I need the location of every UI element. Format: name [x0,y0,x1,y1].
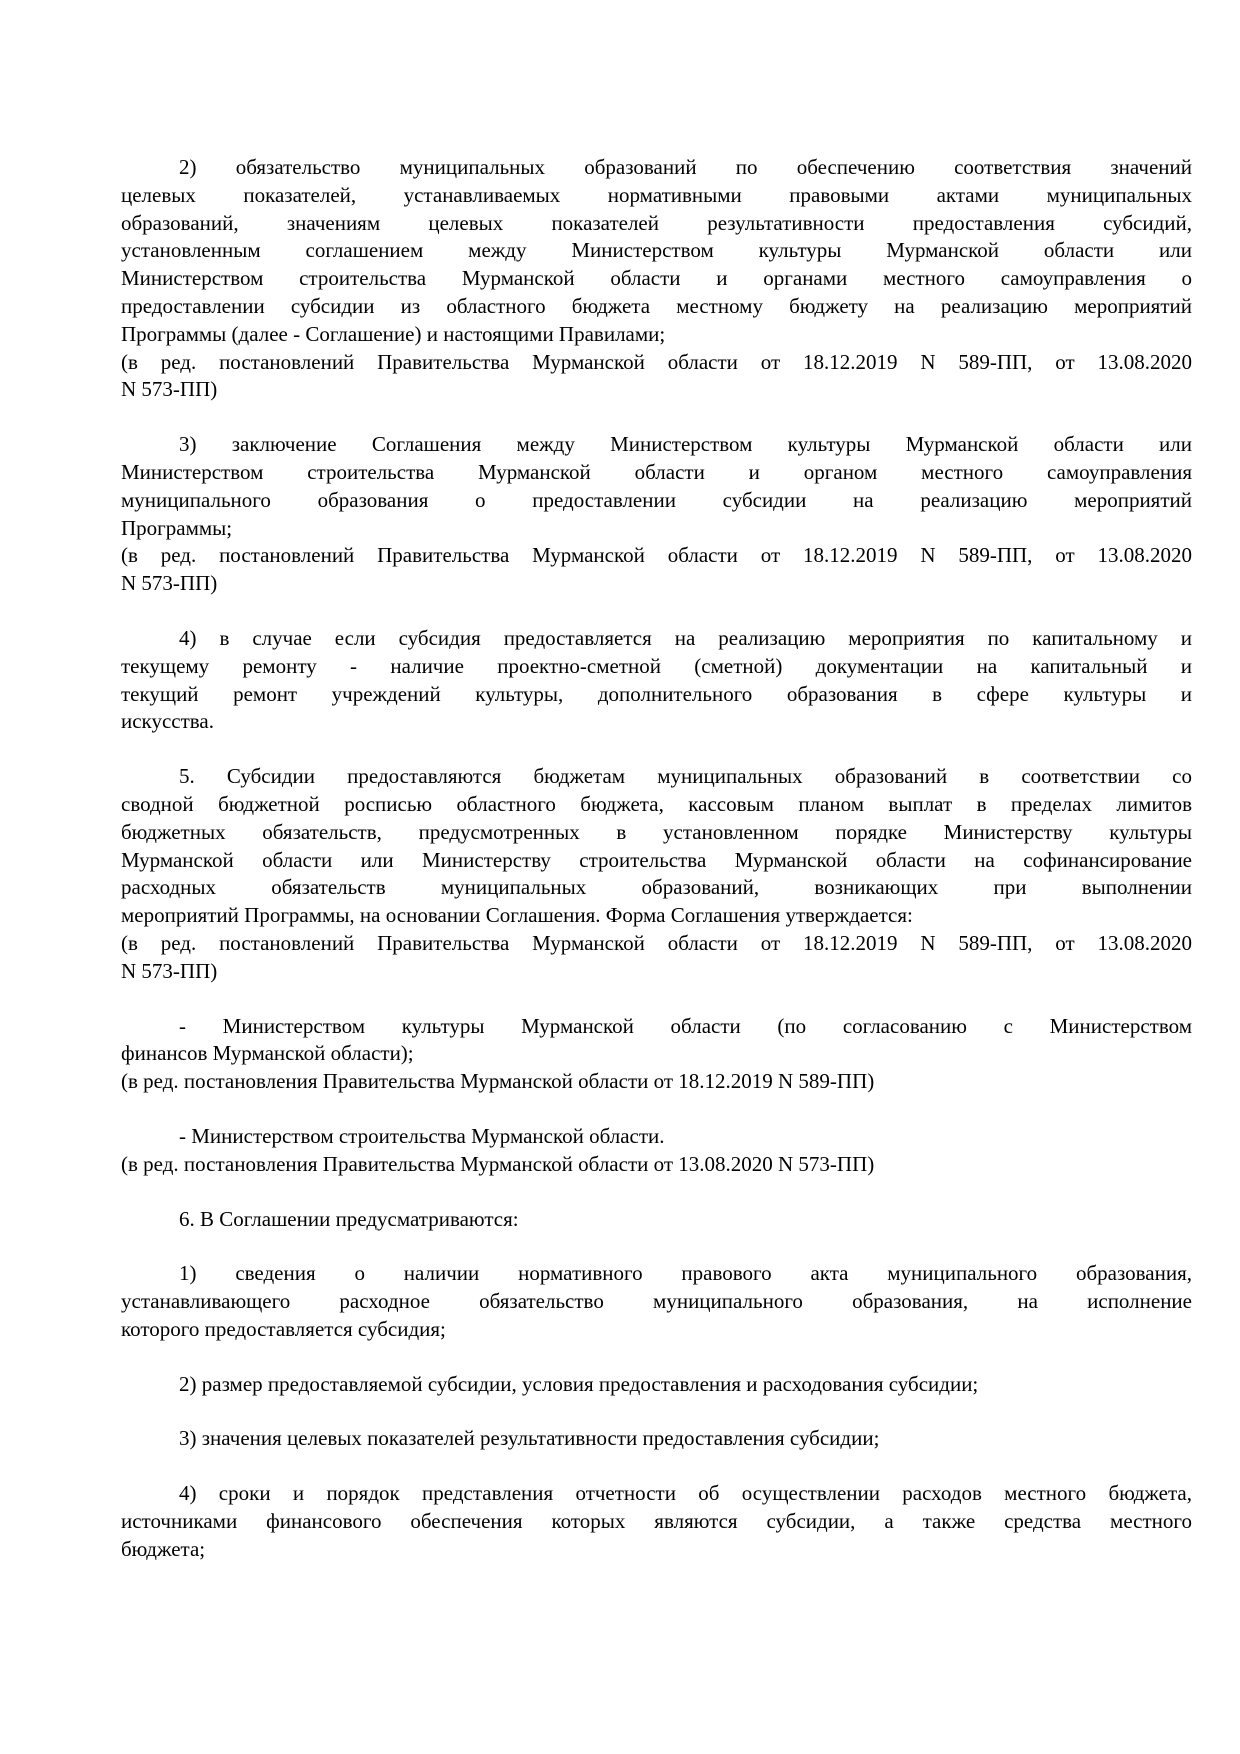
text-line: 4) сроки и порядок представления отчетности об осуществлении расходов местного бюджета, [179,1481,1192,1506]
section [121,1371,1192,1399]
text-line: финансов Мурманской области); [121,1041,414,1066]
text-line: бюджета; [121,1536,206,1561]
paragraph [121,1480,1192,1563]
paragraph [121,1206,1192,1234]
text-line: (в ред. постановлений Правительства Мурманской области от 18.12.2019 N 589-ПП, от 13.08.2020 [121,543,1192,568]
text-line: (в ред. постановлений Правительства Мурманской области от 18.12.2019 N 589-ПП, от 13.08.2020 [121,930,1192,955]
text-line: 3) заключение Соглашения между Министерством культуры Мурманской области или [179,432,1192,457]
section [121,431,1192,598]
section [121,1425,1192,1453]
text-line: N 573-ПП) [121,377,218,402]
amendment-note [121,1151,1192,1179]
document-page [121,154,1192,1591]
text-line: 1) сведения о наличии нормативного правового акта муниципального образования, [179,1261,1192,1286]
text-line: образований, значениям целевых показателей результативности предоставления субсидий, [121,210,1192,235]
amendment-note [121,1068,1192,1096]
text-line: (в ред. постановления Правительства Мурманской области от 18.12.2019 N 589-ПП) [121,1069,875,1094]
paragraph [121,1425,1192,1453]
amendment-note [121,930,1192,986]
text-line: (в ред. постановлений Правительства Мурманской области от 18.12.2019 N 589-ПП, от 13.08.2020 [121,349,1192,374]
text-line: Мурманской области или Министерству строительства Мурманской области на софинансирование [121,847,1192,872]
paragraph [121,1013,1192,1069]
text-line: 5. Субсидии предоставляются бюджетам муниципальных образований в соответствии со [179,764,1192,789]
paragraph [121,763,1192,930]
text-line: мероприятий Программы, на основании Соглашения. Форма Соглашения утверждается: [121,903,913,928]
section [121,1013,1192,1096]
text-line: бюджетных обязательств, предусмотренных в установленном порядке Министерству культуры [121,819,1192,844]
text-line: сводной бюджетной росписью областного бюджета, кассовым планом выплат в пределах лимитов [121,791,1192,816]
text-line: Министерством строительства Мурманской области и органом местного самоуправления [121,459,1192,484]
text-line: текущему ремонту - наличие проектно-сметной (сметной) документации на капитальный и [121,653,1192,678]
paragraph [121,154,1192,349]
text-line: Программы (далее - Соглашение) и настоящими Правилами; [121,321,666,346]
text-line: которого предоставляется субсидия; [121,1316,446,1341]
section [121,1260,1192,1343]
text-line: целевых показателей, устанавливаемых нормативными правовыми актами муниципальных [121,182,1192,207]
text-line: устанавливающего расходное обязательство муниципального образования, на исполнение [121,1289,1192,1314]
text-line: источниками финансового обеспечения которых являются субсидии, а также средства местного [121,1509,1192,1534]
paragraph [121,1123,1192,1151]
text-line: предоставлении субсидии из областного бюджета местному бюджету на реализацию мероприятий [121,293,1192,318]
text-line: установленным соглашением между Министерством культуры Мурманской области или [121,238,1192,263]
section [121,1206,1192,1234]
section [121,625,1192,736]
text-line: - Министерством строительства Мурманской области. [179,1123,665,1148]
text-line: (в ред. постановления Правительства Мурманской области от 13.08.2020 N 573-ПП) [121,1151,875,1176]
amendment-note [121,349,1192,405]
amendment-note [121,542,1192,598]
text-line: расходных обязательств муниципальных образований, возникающих при выполнении [121,875,1192,900]
text-line: N 573-ПП) [121,571,218,596]
text-line: Министерством строительства Мурманской области и органами местного самоуправления о [121,266,1192,291]
paragraph [121,431,1192,542]
text-line: 3) значения целевых показателей результативности предоставления субсидии; [179,1426,880,1451]
text-line: муниципального образования о предоставлении субсидии на реализацию мероприятий [121,487,1192,512]
section [121,154,1192,404]
text-line: - Министерством культуры Мурманской области (по согласованию с Министерством [179,1013,1192,1038]
text-line: Программы; [121,515,233,540]
paragraph [121,625,1192,736]
section [121,1480,1192,1563]
paragraph [121,1260,1192,1343]
text-line: текущий ремонт учреждений культуры, дополнительного образования в сфере культуры и [121,681,1192,706]
section [121,763,1192,985]
paragraph [121,1371,1192,1399]
text-line: 6. В Соглашении предусматриваются: [179,1206,519,1231]
text-line: 4) в случае если субсидия предоставляется на реализацию мероприятия по капитальному и [179,625,1192,650]
text-line: N 573-ПП) [121,958,218,983]
section [121,1123,1192,1179]
text-line: искусства. [121,709,214,734]
text-line: 2) обязательство муниципальных образований по обеспечению соответствия значений [179,155,1192,179]
text-line: 2) размер предоставляемой субсидии, условия предоставления и расходования субсидии; [179,1371,979,1396]
